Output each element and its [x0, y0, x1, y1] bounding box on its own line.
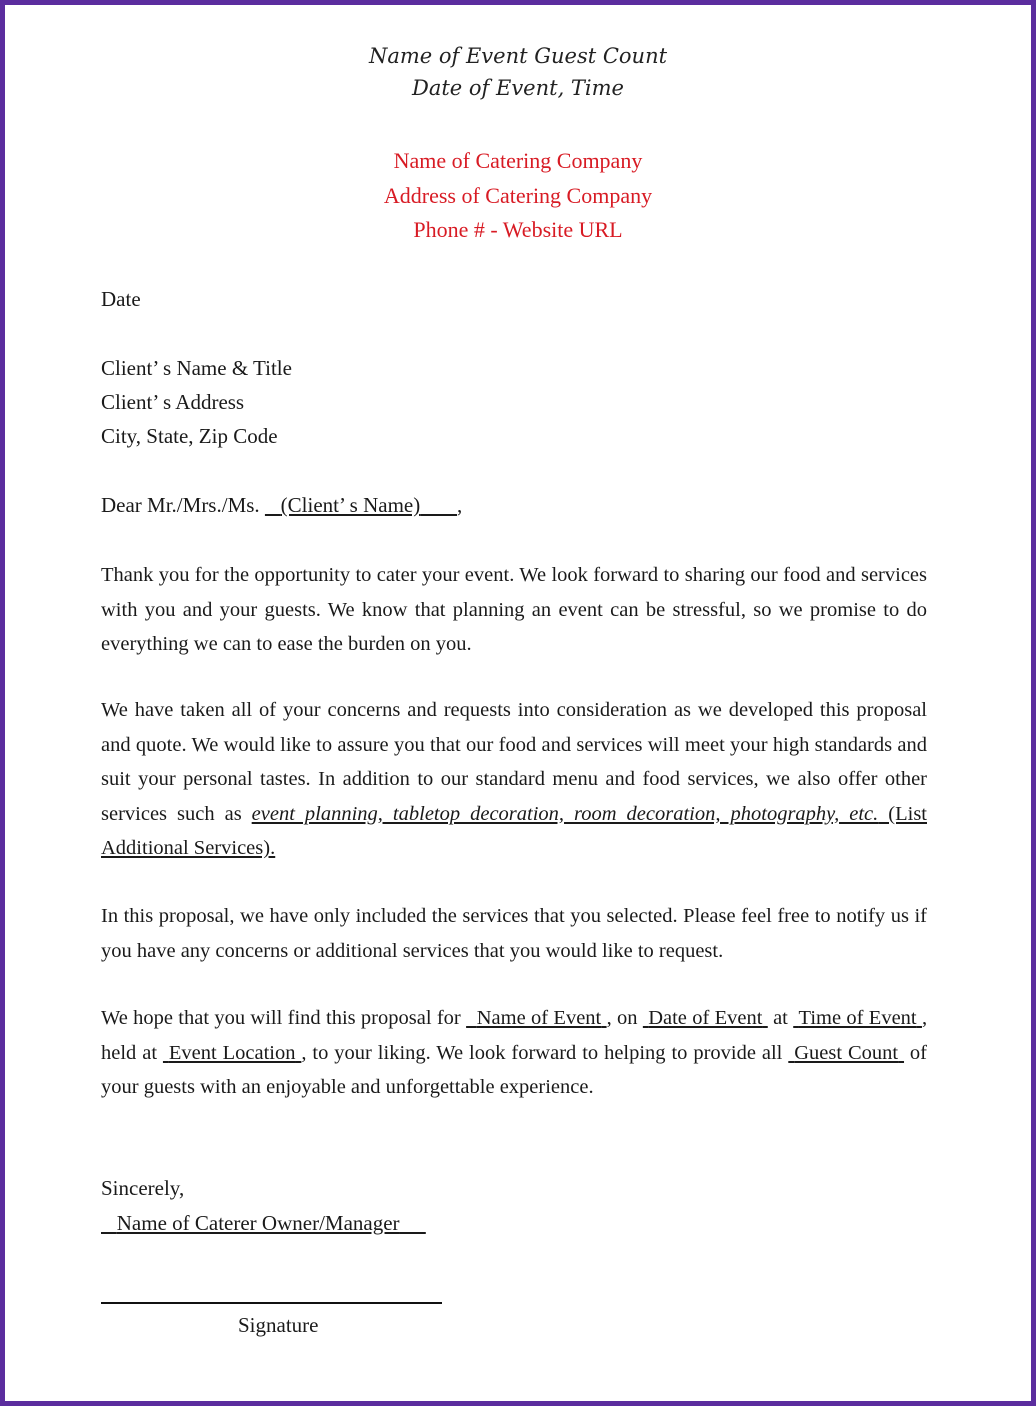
list-additional-services: (List Additional Services). — [101, 802, 927, 859]
salutation-comma: , — [457, 493, 463, 517]
paragraph-thanks: Thank you for the opportunity to cater your event. We look forward to sharing our food and services with you and your guests. We know that planning an event can be stressful, so we promise to do everything we can to ease the burden on you. — [101, 564, 927, 655]
signer-name: Name of Caterer Owner/Manager — [116, 1211, 400, 1235]
event-guest-line: Name of Event Guest Count — [368, 44, 668, 68]
paragraph-included-services: In this proposal, we have only included the services that you selected. Please feel free to notify us if you have any concerns or additional services that you would like to request. — [101, 905, 927, 962]
signature-line — [101, 1302, 442, 1304]
paragraph-event-details: We hope that you will find this proposal for Name of Event , on Date of Event at Time of Event , held at Event Location , to your liking. We look forward to helping to provide all Guest Count of your guests with an enjoyable and unforgettable experience. — [101, 1007, 928, 1098]
salutation-prefix: Dear Mr./Mrs./Ms. — [101, 493, 260, 517]
signer-name-line — [101, 1211, 426, 1236]
event-date-line: Date of Event, Time — [412, 76, 624, 100]
event-date-blank: Date of Event — [648, 1007, 763, 1029]
letter-date: Date — [101, 287, 141, 311]
paragraph-proposal: We have taken all of your concerns and requests into consideration as we developed this proposal and quote. We would like to assure you that our food and services will meet your high standards and suit your personal tastes. In addition to our standard menu and food services, we also offer other services such as event planning, tabletop decoration, room decoration, photography, etc. (List Additional Services). — [101, 699, 927, 859]
event-location-blank: Event Location — [168, 1041, 296, 1064]
company-address: Address of Catering Company — [383, 183, 653, 208]
additional-services-list: event planning, tabletop decoration, room decoration, photography, etc. — [251, 802, 879, 825]
event-name-blank: Name of Event — [476, 1007, 602, 1029]
salutation — [101, 493, 462, 518]
client-city-state-zip: City, State, Zip Code — [101, 424, 278, 448]
company-name: Name of Catering Company — [393, 148, 643, 173]
client-name-title: Client’ s Name & Title — [101, 356, 292, 380]
salutation-client-name-blank: (Client’ s Name) — [280, 493, 421, 517]
guest-count-blank: Guest Count — [794, 1041, 899, 1064]
closing: Sincerely, — [101, 1176, 185, 1200]
event-time-blank: Time of Event — [798, 1007, 917, 1029]
signature-label: Signature — [238, 1313, 319, 1337]
company-contact: Phone # - Website URL — [413, 217, 623, 242]
client-address: Client’ s Address — [101, 390, 245, 414]
